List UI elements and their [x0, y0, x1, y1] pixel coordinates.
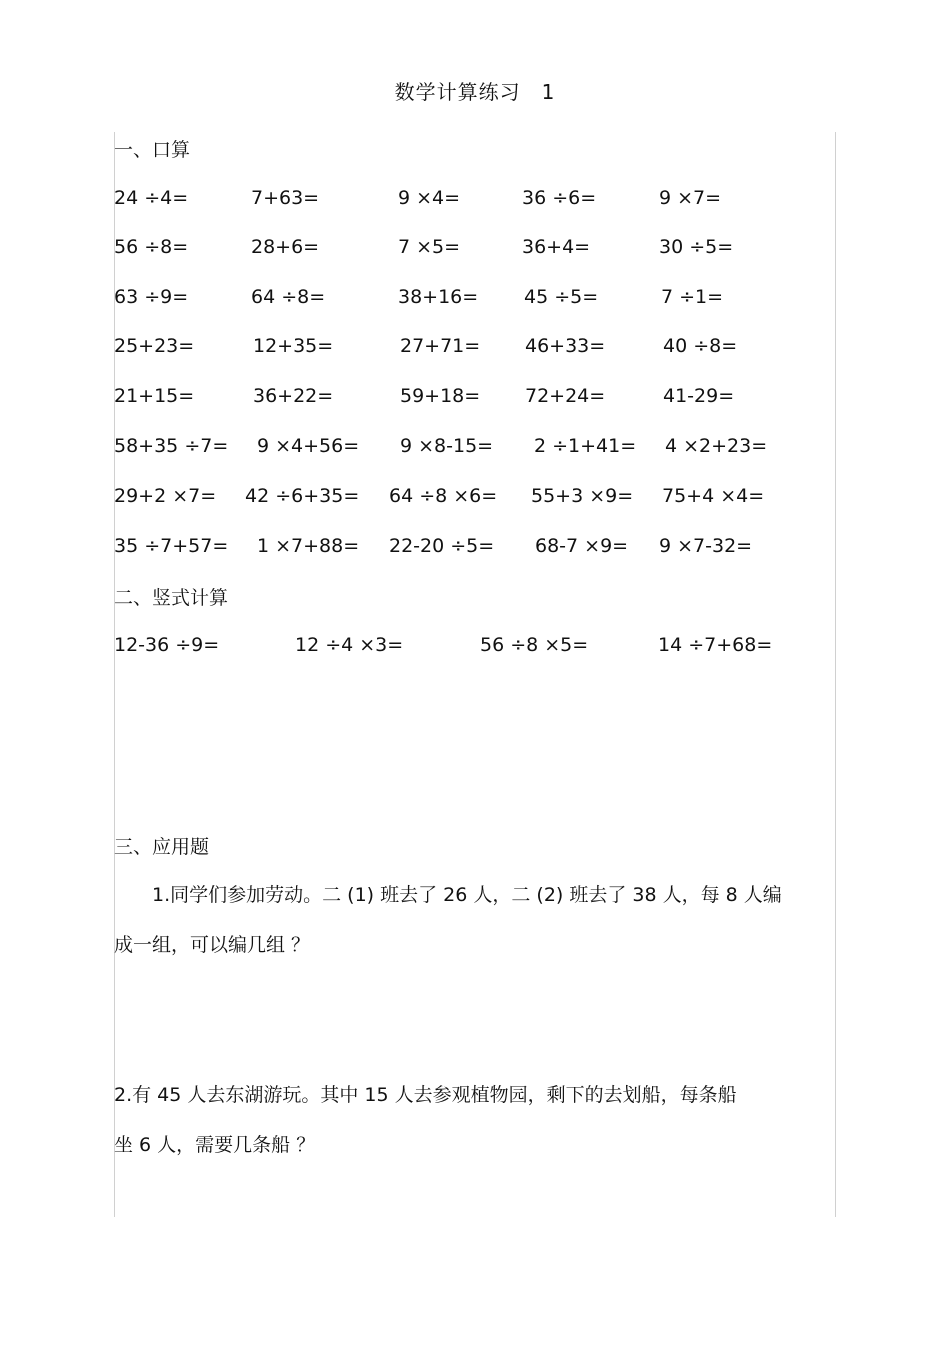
oral-item: 12+35= [253, 335, 334, 357]
oral-item: 68-7 ×9= [535, 535, 629, 557]
problem-2-line-2: 坐 6 人，需要几条船 ？ [114, 1134, 316, 1156]
oral-item: 7 ÷1= [661, 286, 724, 308]
oral-item: 29+2 ×7= [114, 485, 217, 507]
oral-item: 9 ×7-32= [659, 535, 753, 557]
oral-item: 35 ÷7+57= [114, 535, 229, 557]
oral-item: 9 ×4= [398, 187, 461, 209]
vertical-item: 56 ÷8 ×5= [480, 634, 589, 656]
oral-item: 1 ×7+88= [257, 535, 360, 557]
oral-item: 56 ÷8= [114, 236, 189, 258]
oral-item: 22-20 ÷5= [389, 535, 495, 557]
oral-item: 30 ÷5= [659, 236, 734, 258]
oral-row [0, 435, 950, 465]
oral-row [0, 286, 950, 316]
oral-item: 7+63= [251, 187, 320, 209]
oral-item: 24 ÷4= [114, 187, 189, 209]
oral-item: 7 ×5= [398, 236, 461, 258]
vertical-item: 12-36 ÷9= [114, 634, 220, 656]
oral-item: 63 ÷9= [114, 286, 189, 308]
oral-row [0, 236, 950, 266]
oral-item: 64 ÷8 ×6= [389, 485, 498, 507]
oral-item: 36+4= [522, 236, 591, 258]
oral-item: 64 ÷8= [251, 286, 326, 308]
oral-item: 45 ÷5= [524, 286, 599, 308]
oral-row [0, 335, 950, 365]
vertical-item: 12 ÷4 ×3= [295, 634, 404, 656]
oral-item: 36 ÷6= [522, 187, 597, 209]
problem-1-line-1: 1.同学们参加劳动。二 (1) 班去了 26 人，二 (2) 班去了 38 人，每 8 人编 [152, 884, 782, 906]
vertical-row [0, 634, 950, 664]
oral-item: 28+6= [251, 236, 320, 258]
oral-item: 41-29= [663, 385, 735, 407]
oral-item: 36+22= [253, 385, 334, 407]
problem-1-line-2: 成一组，可以编几组 ？ [114, 934, 311, 956]
oral-item: 40 ÷8= [663, 335, 738, 357]
oral-item: 21+15= [114, 385, 195, 407]
oral-item: 9 ×8-15= [400, 435, 494, 457]
oral-item: 46+33= [525, 335, 606, 357]
oral-item: 27+71= [400, 335, 481, 357]
oral-row [0, 385, 950, 415]
oral-row [0, 485, 950, 515]
oral-item: 75+4 ×4= [662, 485, 765, 507]
oral-item: 2 ÷1+41= [534, 435, 637, 457]
section-vertical-heading: 二、竖式计算 [114, 587, 229, 609]
oral-item: 38+16= [398, 286, 479, 308]
oral-item: 4 ×2+23= [665, 435, 768, 457]
oral-row [0, 187, 950, 217]
oral-item: 59+18= [400, 385, 481, 407]
oral-item: 9 ×4+56= [257, 435, 360, 457]
section-applied-heading: 三、应用题 [114, 836, 210, 858]
oral-item: 58+35 ÷7= [114, 435, 229, 457]
oral-item: 55+3 ×9= [531, 485, 634, 507]
section-oral-heading: 一、口算 [114, 139, 191, 161]
oral-item: 25+23= [114, 335, 195, 357]
oral-item: 42 ÷6+35= [245, 485, 360, 507]
problem-2-line-1: 2.有 45 人去东湖游玩。其中 15 人去参观植物园，剩下的去划船，每条船 [114, 1084, 737, 1106]
oral-item: 9 ×7= [659, 187, 722, 209]
page-title: 数学计算练习 1 [394, 80, 556, 104]
oral-item: 72+24= [525, 385, 606, 407]
oral-row [0, 535, 950, 565]
vertical-item: 14 ÷7+68= [658, 634, 773, 656]
